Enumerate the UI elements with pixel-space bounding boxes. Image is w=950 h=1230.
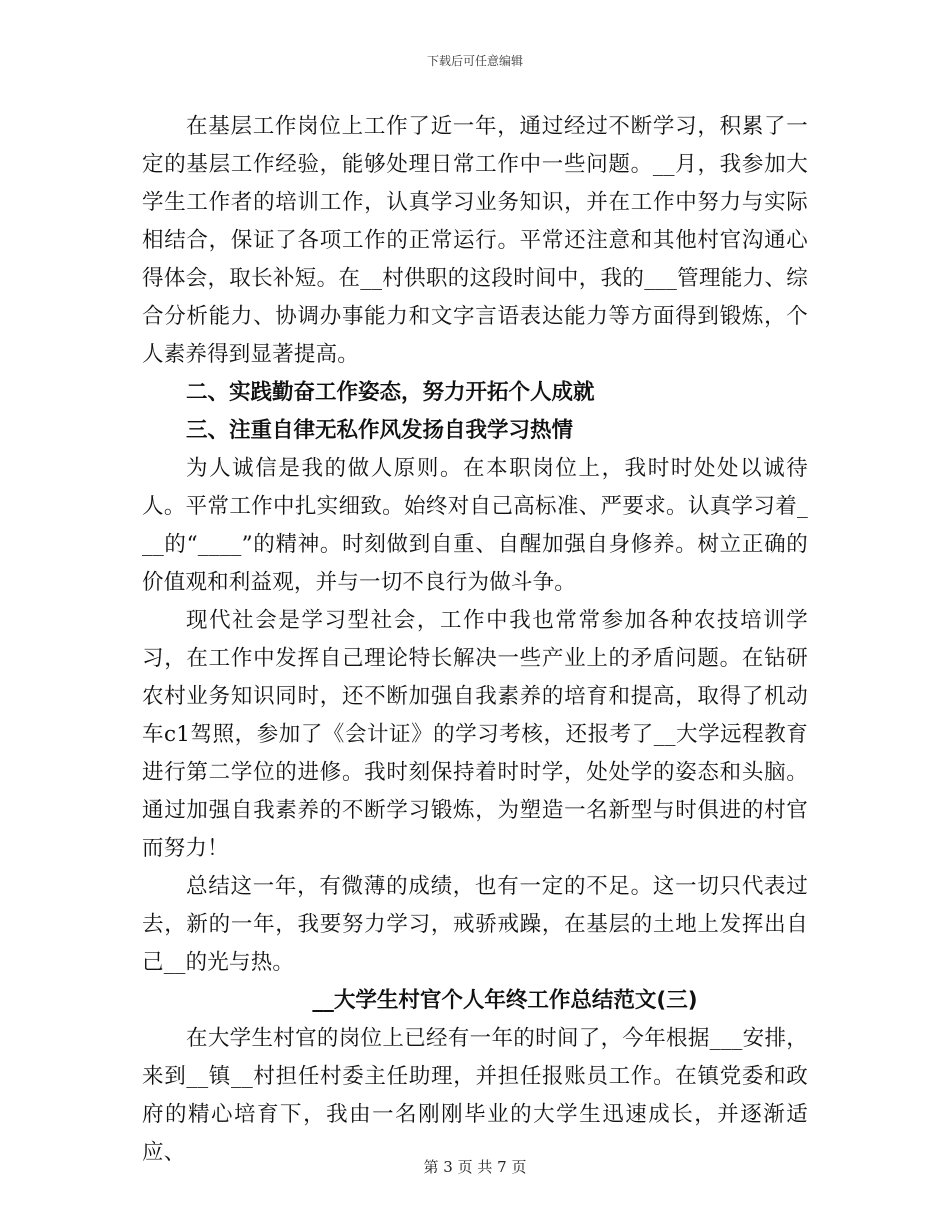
page-footer: 第 3 页 共 7 页 xyxy=(423,1158,527,1176)
section-heading-3: 三、注重自律无私作风发扬自我学习热情 xyxy=(186,418,574,443)
paragraph-integrity: 为人诚信是我的做人原则。在本职岗位上，我时时处处以诚待人。平常工作中扎实细致。始终对自己高标准、严要求。认真学习着___的“____”的精神。时刻做到自重、自醒加强自身修养。树立正确的价值观和利益观，并与一切不良行为做斗争。 xyxy=(142,456,808,595)
paragraph-work-experience: 在基层工作岗位上工作了近一年，通过经过不断学习，积累了一定的基层工作经验，能够处理日常工作中一些问题。__月，我参加大学生工作者的培训工作，认真学习业务知识，并在工作中努力与实际相结合，保证了各项工作的正常运行。平常还注意和其他村官沟通心得体会，取长补短。在__村供职的这段时间中，我的___管理能力、综合分析能力、协调办事能力和文字言语表达能力等方面得到锻炼，个人素养得到显著提高。 xyxy=(142,114,808,367)
document-body xyxy=(142,108,808,1172)
paragraph-article3-intro: 在大学生村官的岗位上已经有一年的时间了，今年根据___安排，来到__镇__村担任村委主任助理，并担任报账员工作。在镇党委和政府的精心培育下，我由一名刚刚毕业的大学生迅速成长，并逐渐适应、 xyxy=(142,1026,808,1165)
paragraph-summary: 总结这一年，有微薄的成绩，也有一定的不足。这一切只代表过去，新的一年，我要努力学习，戒骄戒躁，在基层的土地上发挥出自己__的光与热。 xyxy=(142,874,808,975)
paragraph-learning: 现代社会是学习型社会，工作中我也常常参加各种农技培训学习，在工作中发挥自己理论特长解决一些产业上的矛盾问题。在钻研农村业务知识同时，还不断加强自我素养的培育和提高，取得了机动车c1驾照，参加了《会计证》的学习考核，还报考了__大学远程教育进行第二学位的进修。我时刻保持着时时学，处处学的姿态和头脑。通过加强自我素养的不断学习锻炼，为塑造一名新型与时俱进的村官而努力！ xyxy=(142,608,808,861)
article-title-3: __大学生村官个人年终工作总结范文(三) xyxy=(312,988,698,1013)
page-header: 下载后可任意编辑 xyxy=(426,54,523,68)
section-heading-2: 二、实践勤奋工作姿态，努力开拓个人成就 xyxy=(186,380,595,405)
